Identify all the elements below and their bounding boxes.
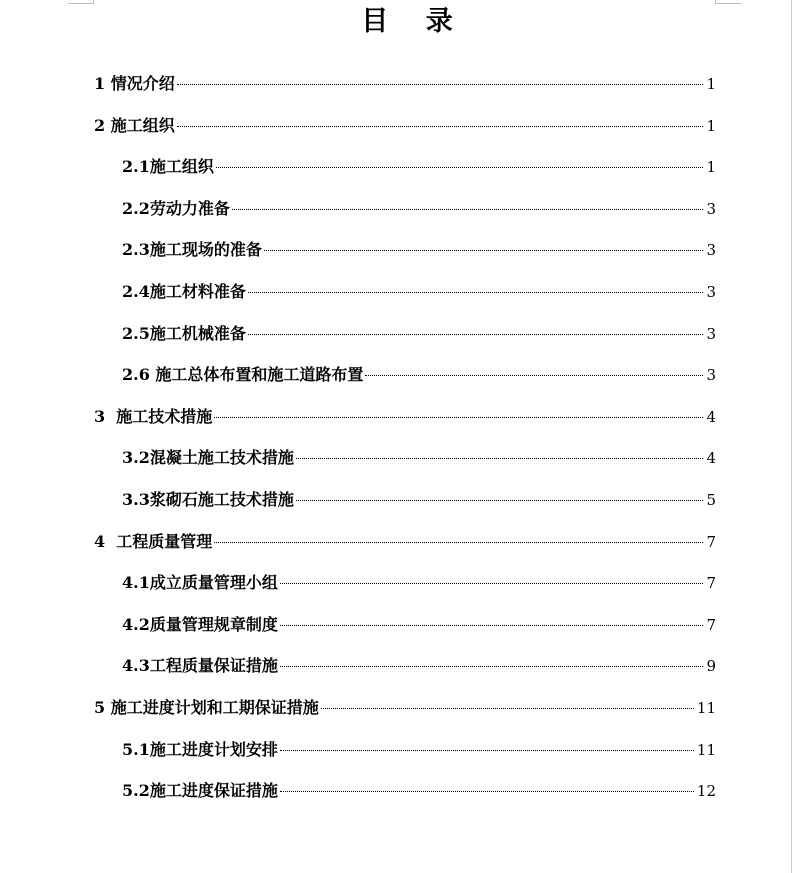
toc-entry[interactable] — [94, 114, 716, 138]
toc-entry-label: 3 施工技术措施 — [94, 407, 213, 426]
toc-entry[interactable] — [122, 363, 716, 387]
toc-entry[interactable] — [122, 322, 716, 346]
toc-entry-label: 4.1成立质量管理小组 — [122, 573, 278, 592]
toc-entry-label: 3.2混凝土施工技术措施 — [122, 448, 294, 467]
toc-entry[interactable] — [94, 72, 716, 96]
toc-page-number: 1 — [706, 75, 716, 93]
toc-entry-label: 2.6 施工总体布置和施工道路布置 — [122, 365, 364, 384]
dot-leader — [280, 665, 704, 667]
dot-leader — [280, 790, 694, 792]
toc-entry[interactable] — [122, 197, 716, 221]
toc-page-number: 11 — [696, 741, 716, 759]
toc-entry-label: 2.3施工现场的准备 — [122, 240, 262, 259]
dot-leader — [232, 208, 704, 210]
toc-entry[interactable] — [94, 696, 716, 720]
toc-entry-label: 5 施工进度计划和工期保证措施 — [94, 698, 319, 717]
toc-page-number: 3 — [706, 366, 716, 384]
dot-leader — [216, 166, 704, 168]
toc-page-number: 1 — [706, 117, 716, 135]
dot-leader — [248, 333, 704, 335]
toc-entry[interactable] — [122, 654, 716, 678]
toc-page-number: 3 — [706, 200, 716, 218]
toc-entry-label: 5.1施工进度计划安排 — [122, 740, 278, 759]
toc-entry[interactable] — [122, 446, 716, 470]
toc-entry[interactable] — [122, 488, 716, 512]
toc-entry[interactable] — [122, 280, 716, 304]
dot-leader — [321, 707, 694, 709]
toc-entry-label: 2.5施工机械准备 — [122, 324, 246, 343]
dot-leader — [248, 291, 704, 293]
dot-leader — [280, 582, 704, 584]
dot-leader — [280, 749, 694, 751]
toc-entry[interactable] — [122, 779, 716, 803]
dot-leader — [214, 541, 703, 543]
dot-leader — [214, 416, 703, 418]
toc-entry[interactable] — [122, 238, 716, 262]
toc-page-number: 3 — [706, 283, 716, 301]
page-edge — [791, 0, 792, 873]
dot-leader — [365, 374, 703, 376]
toc-entry[interactable] — [122, 738, 716, 762]
toc-entry[interactable] — [122, 155, 716, 179]
toc-page-number: 12 — [696, 782, 716, 800]
toc-page-number: 7 — [706, 616, 716, 634]
toc-page-number: 7 — [706, 533, 716, 551]
dot-leader — [296, 457, 704, 459]
toc-entry[interactable] — [122, 571, 716, 595]
toc-entry-label: 4.2质量管理规章制度 — [122, 615, 278, 634]
toc-entry-label: 4 工程质量管理 — [94, 532, 213, 551]
dot-leader — [264, 249, 704, 251]
toc-page-number: 11 — [696, 699, 716, 717]
dot-leader — [296, 499, 704, 501]
toc-page-number: 4 — [706, 449, 716, 467]
toc-page-number: 3 — [706, 241, 716, 259]
toc-page-number: 3 — [706, 325, 716, 343]
toc-page-number: 5 — [706, 491, 716, 509]
toc-entry-label: 2.4施工材料准备 — [122, 282, 246, 301]
toc-title: 目 录 — [361, 6, 453, 37]
dot-leader — [177, 83, 704, 85]
dot-leader — [177, 125, 704, 127]
toc-entry-label: 2 施工组织 — [94, 116, 175, 135]
toc-page-number: 4 — [706, 408, 716, 426]
toc-entry-label: 4.3工程质量保证措施 — [122, 656, 278, 675]
toc-entry-label: 3.3浆砌石施工技术措施 — [122, 490, 294, 509]
toc-entry-label: 1 情况介绍 — [94, 74, 175, 93]
toc-entry-label: 2.2劳动力准备 — [122, 199, 230, 218]
toc-page-number: 7 — [706, 574, 716, 592]
toc-entry[interactable] — [122, 613, 716, 637]
dot-leader — [280, 624, 704, 626]
toc-entry[interactable] — [94, 530, 716, 554]
toc-entry-label: 5.2施工进度保证措施 — [122, 781, 278, 800]
toc-entry-label: 2.1施工组织 — [122, 157, 214, 176]
toc-page-number: 1 — [706, 158, 716, 176]
toc-entry[interactable] — [94, 405, 716, 429]
toc-page-number: 9 — [706, 657, 716, 675]
